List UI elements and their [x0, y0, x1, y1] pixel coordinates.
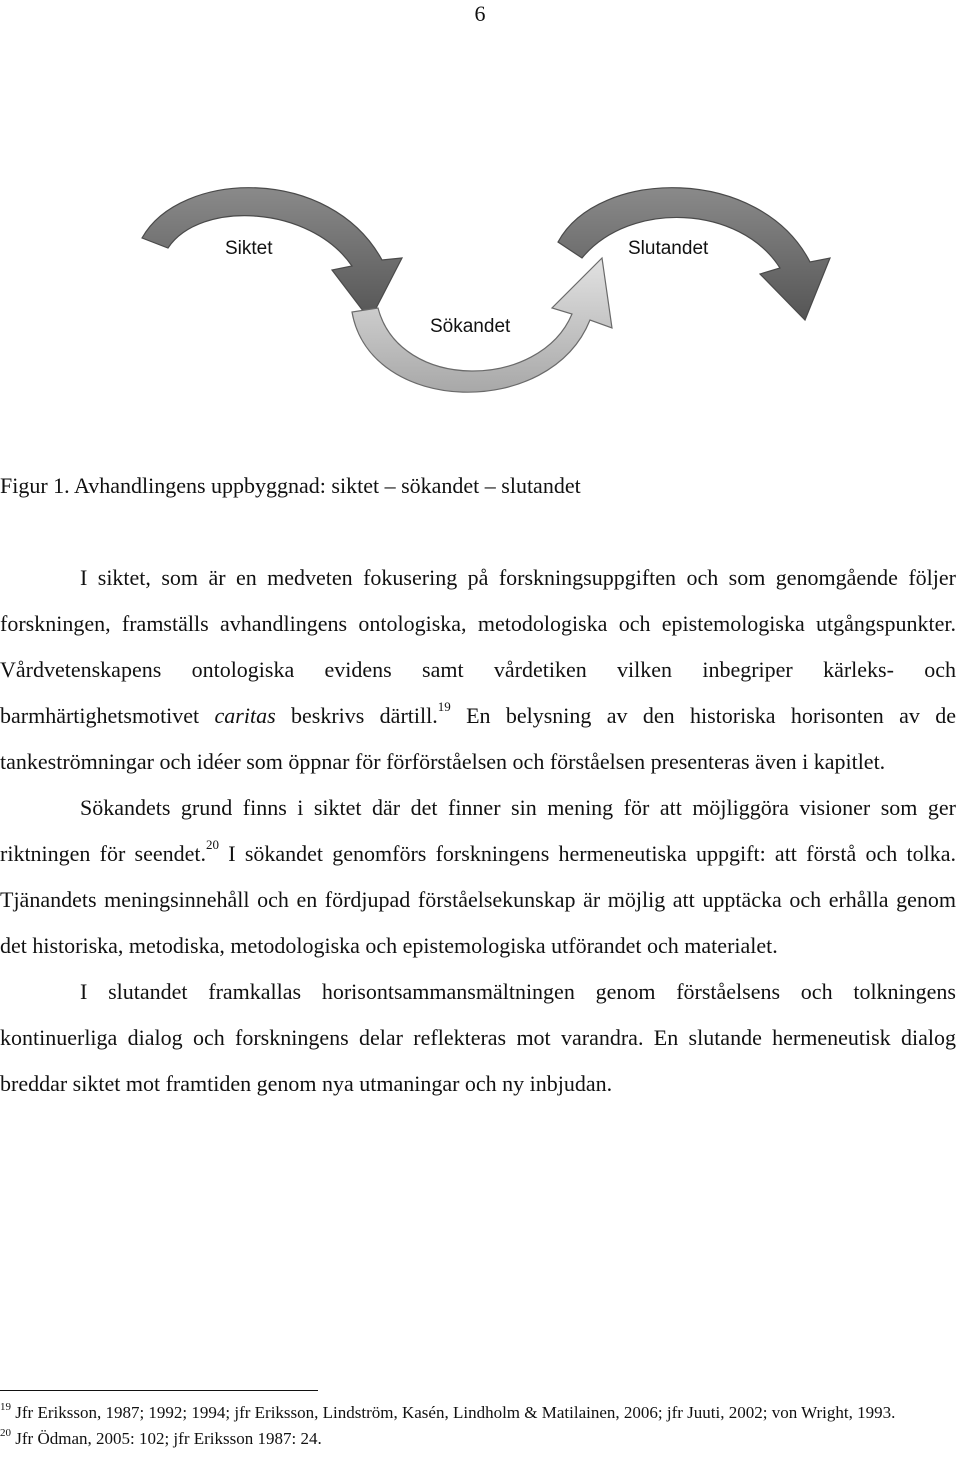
figure-caption: Figur 1. Avhandlingens uppbyggnad: siktet – sökandet – slutandet — [0, 473, 581, 498]
paragraph-sokandet — [0, 785, 956, 969]
footnote-number: 19 — [0, 1401, 11, 1413]
footnote-20 — [0, 1426, 960, 1452]
paragraph-2-text-a: Sökandets grund finns i siktet där det finner sin mening för att möjliggöra visioner som ger riktningen för seendet. — [0, 795, 956, 866]
footnote-ref-20[interactable]: 20 — [206, 837, 220, 852]
label-slutandet: Slutandet — [628, 238, 709, 259]
figure-1-diagram — [120, 170, 840, 430]
paragraph-1-text-a: I siktet, som är en medveten fokusering på forskningsuppgiften och som genomgående följer forskningen, framställs avhandlingens ontologiska, metodologiska och epistemologiska utgångspunkter. Vårdvetenskapens ontologiska evidens samt vårdetiken vilken inbegriper kärleks- och barmhärtighetsmotivet — [0, 565, 956, 728]
footnote-text: Jfr Eriksson, 1987; 1992; 1994; jfr Eriksson, Lindström, Kasén, Lindholm & Matilainen, 2006; jfr Juuti, 2002; von Wright, 1993. — [11, 1403, 896, 1422]
footnote-text: Jfr Ödman, 2005: 102; jfr Eriksson 1987: 24. — [11, 1429, 322, 1448]
label-sokandet: Sökandet — [430, 316, 511, 337]
arrow-cycle-graphic — [120, 170, 840, 430]
body-text — [0, 555, 956, 1107]
paragraph-1-text-c: En belysning av den historiska horisonten av de tankeströmningar och idéer som öppnar för förförståelsen och förståelsen presenteras även i kapitlet. — [0, 703, 957, 774]
footnote-19 — [0, 1400, 960, 1426]
footnote-ref-19[interactable]: 19 — [437, 699, 451, 714]
footnote-divider — [0, 1390, 318, 1391]
footnote-number: 20 — [0, 1427, 11, 1439]
page-number: 6 — [474, 1, 486, 26]
paragraph-slutandet: I slutandet framkallas horisontsammansmältningen genom förståelsens och tolkningens kontinuerliga dialog och forskningens delar reflekteras mot varandra. En slutande hermeneutisk dialog breddar siktet mot framtiden genom nya utmaningar och ny inbjudan. — [0, 979, 956, 1096]
label-siktet: Siktet — [225, 238, 273, 259]
footnotes — [0, 1400, 960, 1452]
paragraph-siktet — [0, 555, 956, 785]
paragraph-1-text-b: beskrivs därtill. — [275, 703, 438, 728]
caritas-italic: caritas — [214, 703, 276, 728]
paragraph-2-text-b: I sökandet genomförs forskningens hermeneutiska uppgift: att förstå och tolka. Tjänandets meningsinnehåll och en fördjupad förståelsekunskap är möjlig att upptäcka och erhålla genom det historiska, metodiska, metodologiska och epistemologiska utförandet och materialet. — [0, 841, 956, 958]
